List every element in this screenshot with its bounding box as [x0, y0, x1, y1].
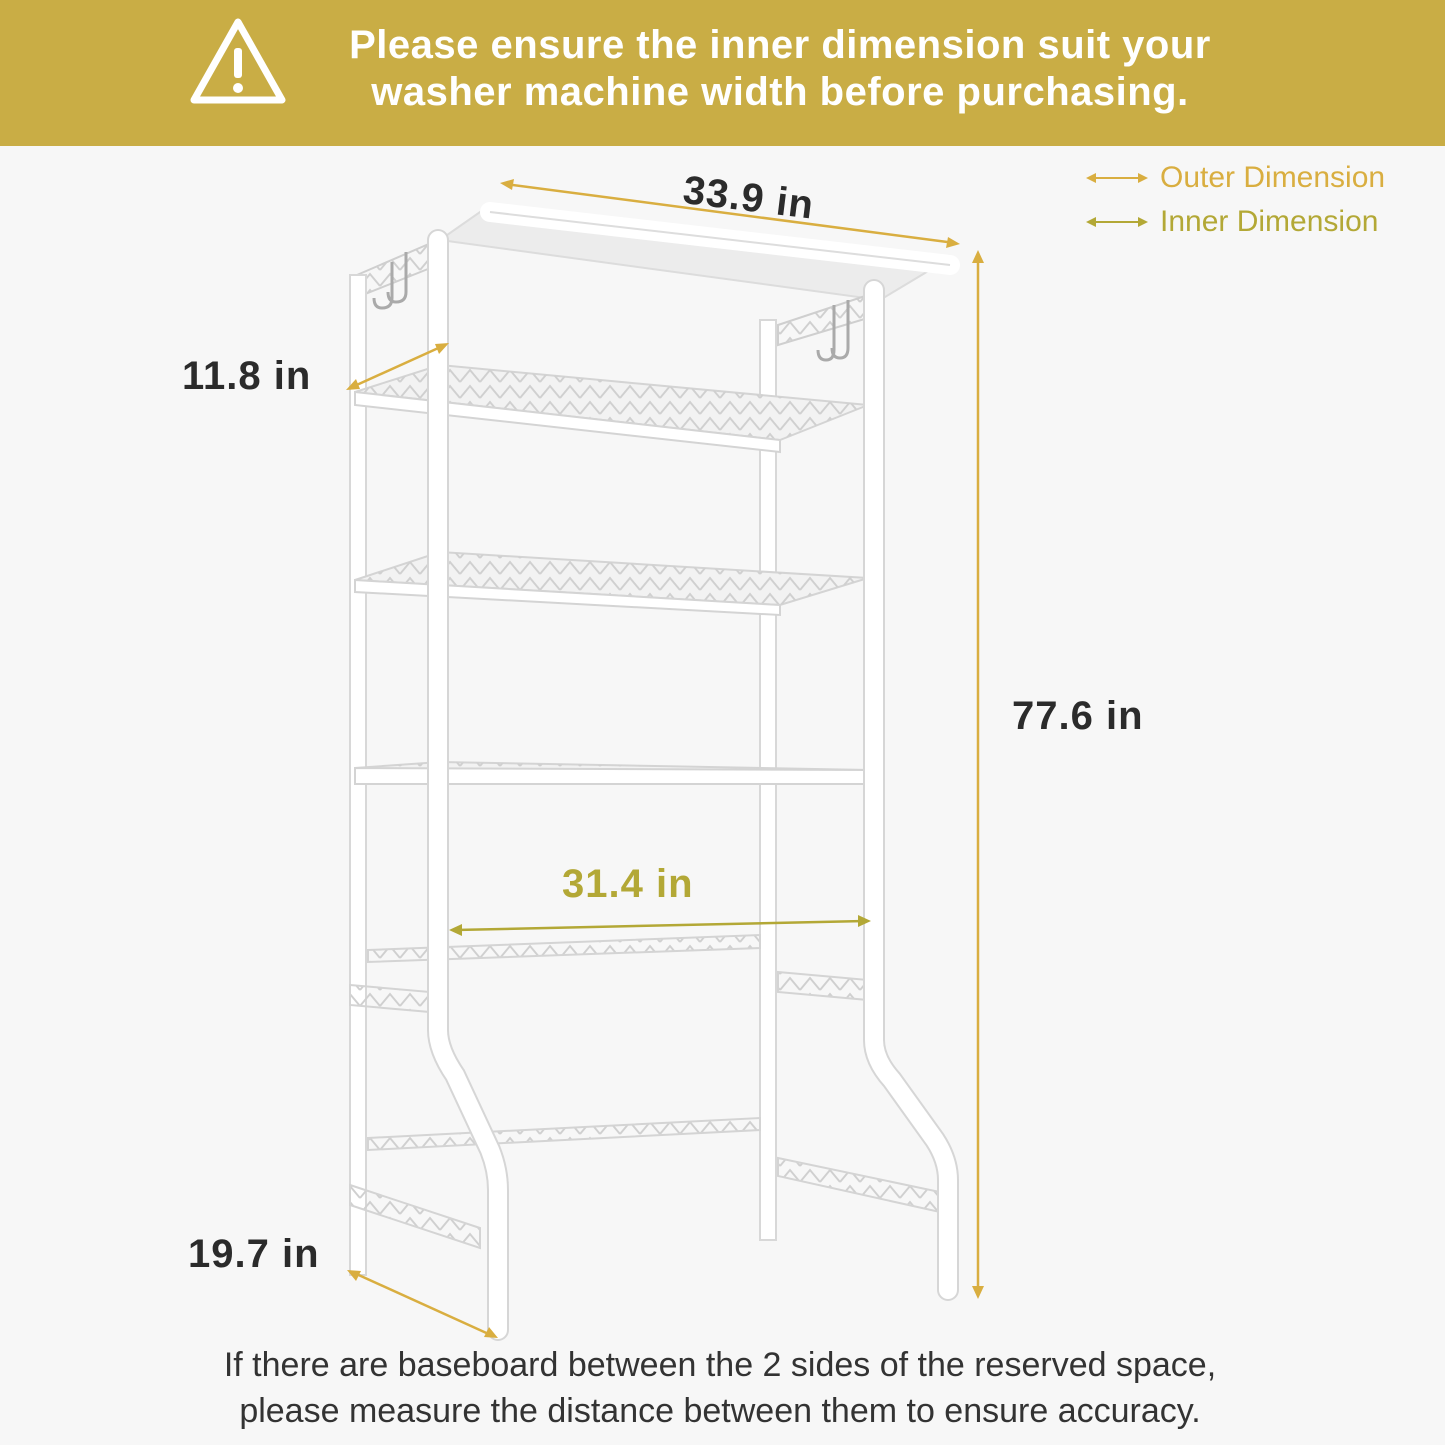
dimension-base-depth: 19.7 in [188, 1232, 320, 1276]
footer-note [120, 1342, 1320, 1434]
dimension-height: 77.6 in [1012, 694, 1144, 738]
warning-line-2: washer machine width before purchasing. [371, 70, 1189, 114]
footer-line-2: please measure the distance between them to ensure accuracy. [239, 1392, 1201, 1430]
dimension-top-width: 33.9 in [680, 168, 817, 228]
legend-inner-label: Inner Dimension [1160, 205, 1379, 238]
legend-outer-label: Outer Dimension [1160, 161, 1386, 194]
top-right-bracket [778, 295, 868, 345]
arrow-base-depth [347, 1270, 498, 1338]
warning-line-1: Please ensure the inner dimension suit your [349, 23, 1211, 67]
arrow-height [972, 250, 984, 1299]
front-right-post [874, 290, 948, 1290]
dimension-top-depth: 11.8 in [182, 354, 312, 398]
dimension-inner-width: 31.4 in [562, 862, 694, 906]
footer-line-1: If there are baseboard between the 2 sides of the reserved space, [223, 1346, 1217, 1384]
arrow-inner-width [449, 915, 871, 936]
